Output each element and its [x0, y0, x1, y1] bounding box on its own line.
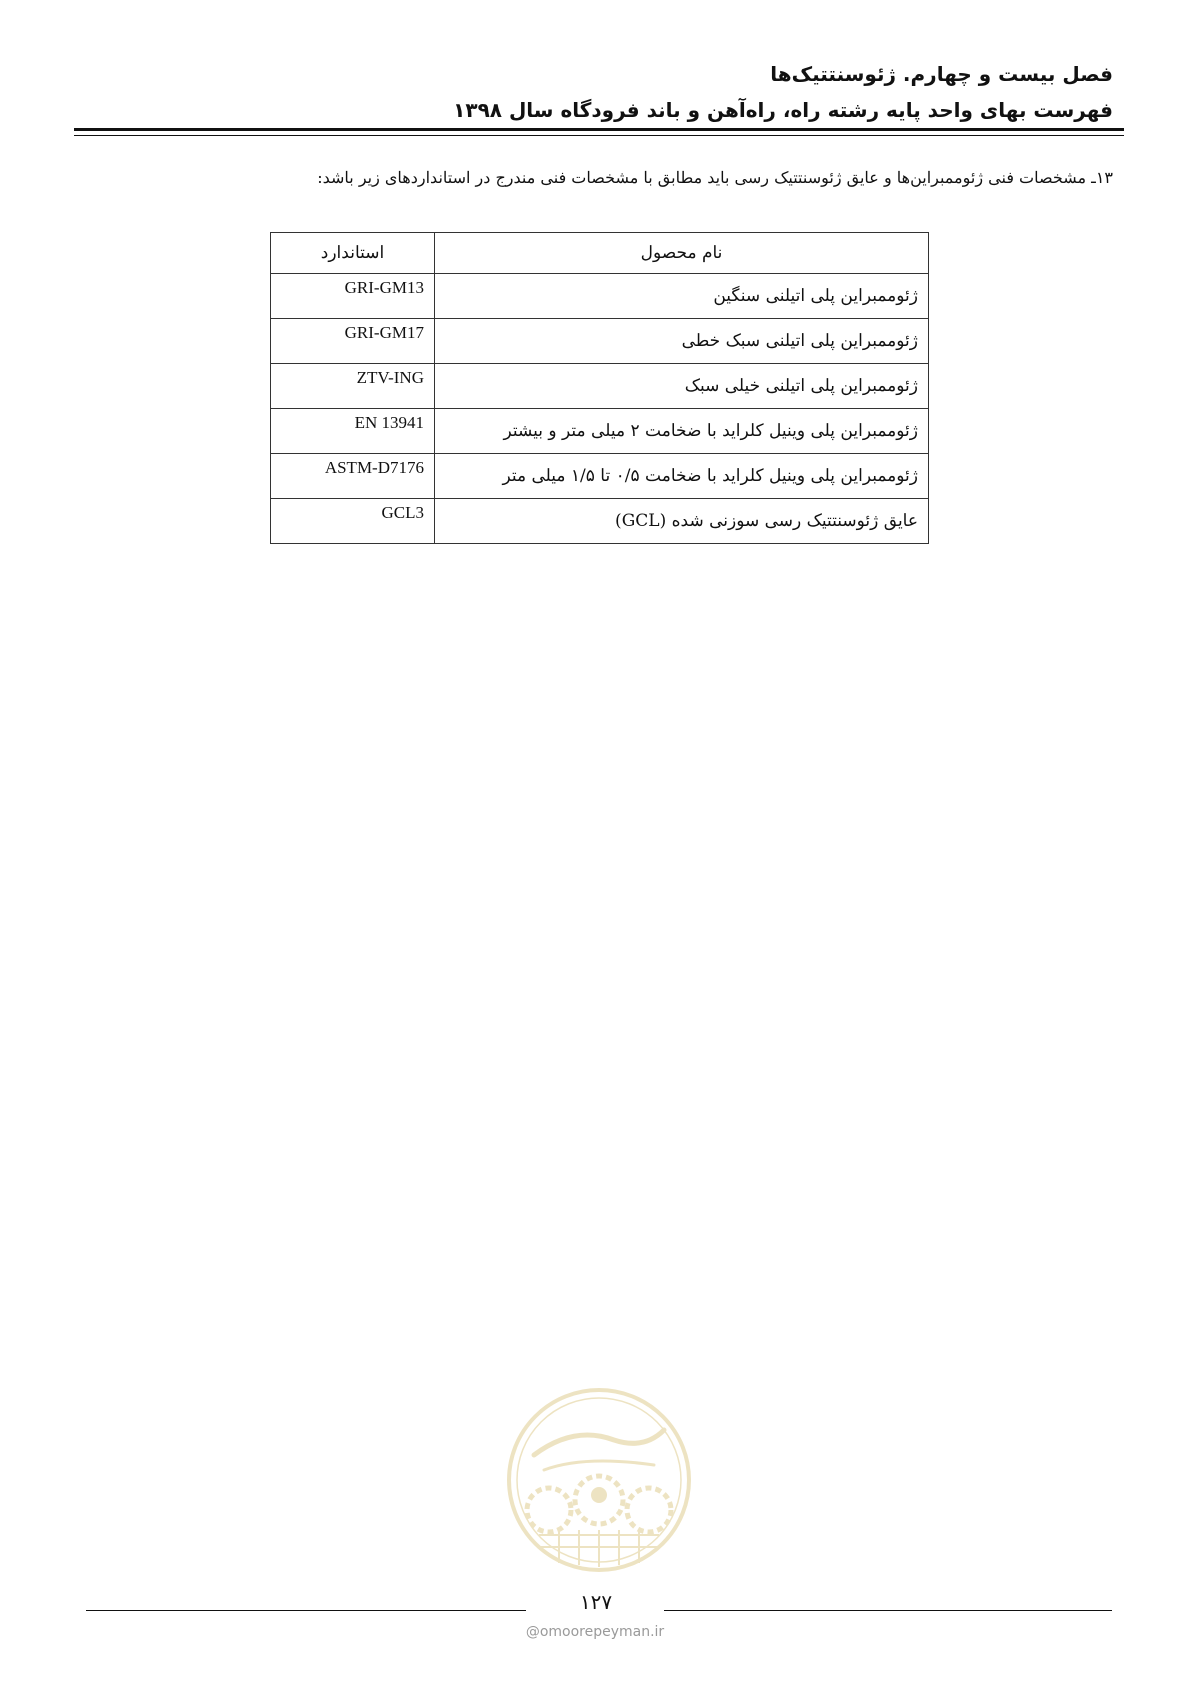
document-header: [453, 56, 1113, 128]
footer-rule-right: [664, 1610, 1112, 1611]
product-cell: ژئوممبراین پلی وینیل کلراید با ضخامت ۰/۵ تا ۱/۵ میلی متر: [435, 454, 929, 499]
page-number: ۱۲۷: [579, 1590, 613, 1614]
table-row: [271, 274, 929, 319]
table-row: [271, 364, 929, 409]
standard-cell: ZTV-ING: [271, 364, 435, 409]
table-header-row: [271, 233, 929, 274]
table-row: [271, 499, 929, 544]
header-rule-thin: [74, 135, 1124, 136]
product-cell: عایق ژئوسنتتیک رسی سوزنی شده (GCL): [435, 499, 929, 544]
watermark-logo: [504, 1385, 694, 1575]
standards-table: [270, 232, 929, 544]
standard-cell: ASTM-D7176: [271, 454, 435, 499]
standard-cell: GCL3: [271, 499, 435, 544]
product-column-header: نام محصول: [435, 233, 929, 274]
chapter-title: فصل بیست و چهارم. ژئوسنتتیک‌ها: [770, 62, 1113, 86]
table-row: [271, 454, 929, 499]
standard-cell: GRI-GM13: [271, 274, 435, 319]
watermark-site: @omoorepeyman.ir: [525, 1624, 665, 1640]
product-cell: ژئوممبراین پلی اتیلنی سنگین: [435, 274, 929, 319]
header-rule-thick: [74, 128, 1124, 131]
product-cell: ژئوممبراین پلی اتیلنی خیلی سبک: [435, 364, 929, 409]
gear-logo-icon: [504, 1385, 694, 1575]
standard-cell: GRI-GM17: [271, 319, 435, 364]
product-cell: ژئوممبراین پلی وینیل کلراید با ضخامت ۲ میلی متر و بیشتر: [435, 409, 929, 454]
intro-paragraph: ۱۳ـ مشخصات فنی ژئوممبراین‌ها و عایق ژئوسنتتیک رسی باید مطابق با مشخصات فنی مندرج در استانداردهای زیر باشد:: [317, 168, 1113, 187]
footer-rule-left: [86, 1610, 526, 1611]
standard-column-header: استاندارد: [271, 233, 435, 274]
table-row: [271, 409, 929, 454]
standard-cell: EN 13941: [271, 409, 435, 454]
catalog-title: فهرست بهای واحد پایه رشته راه، راه‌آهن و باند فرودگاه سال ۱۳۹۸: [453, 98, 1113, 122]
product-cell: ژئوممبراین پلی اتیلنی سبک خطی: [435, 319, 929, 364]
table-row: [271, 319, 929, 364]
